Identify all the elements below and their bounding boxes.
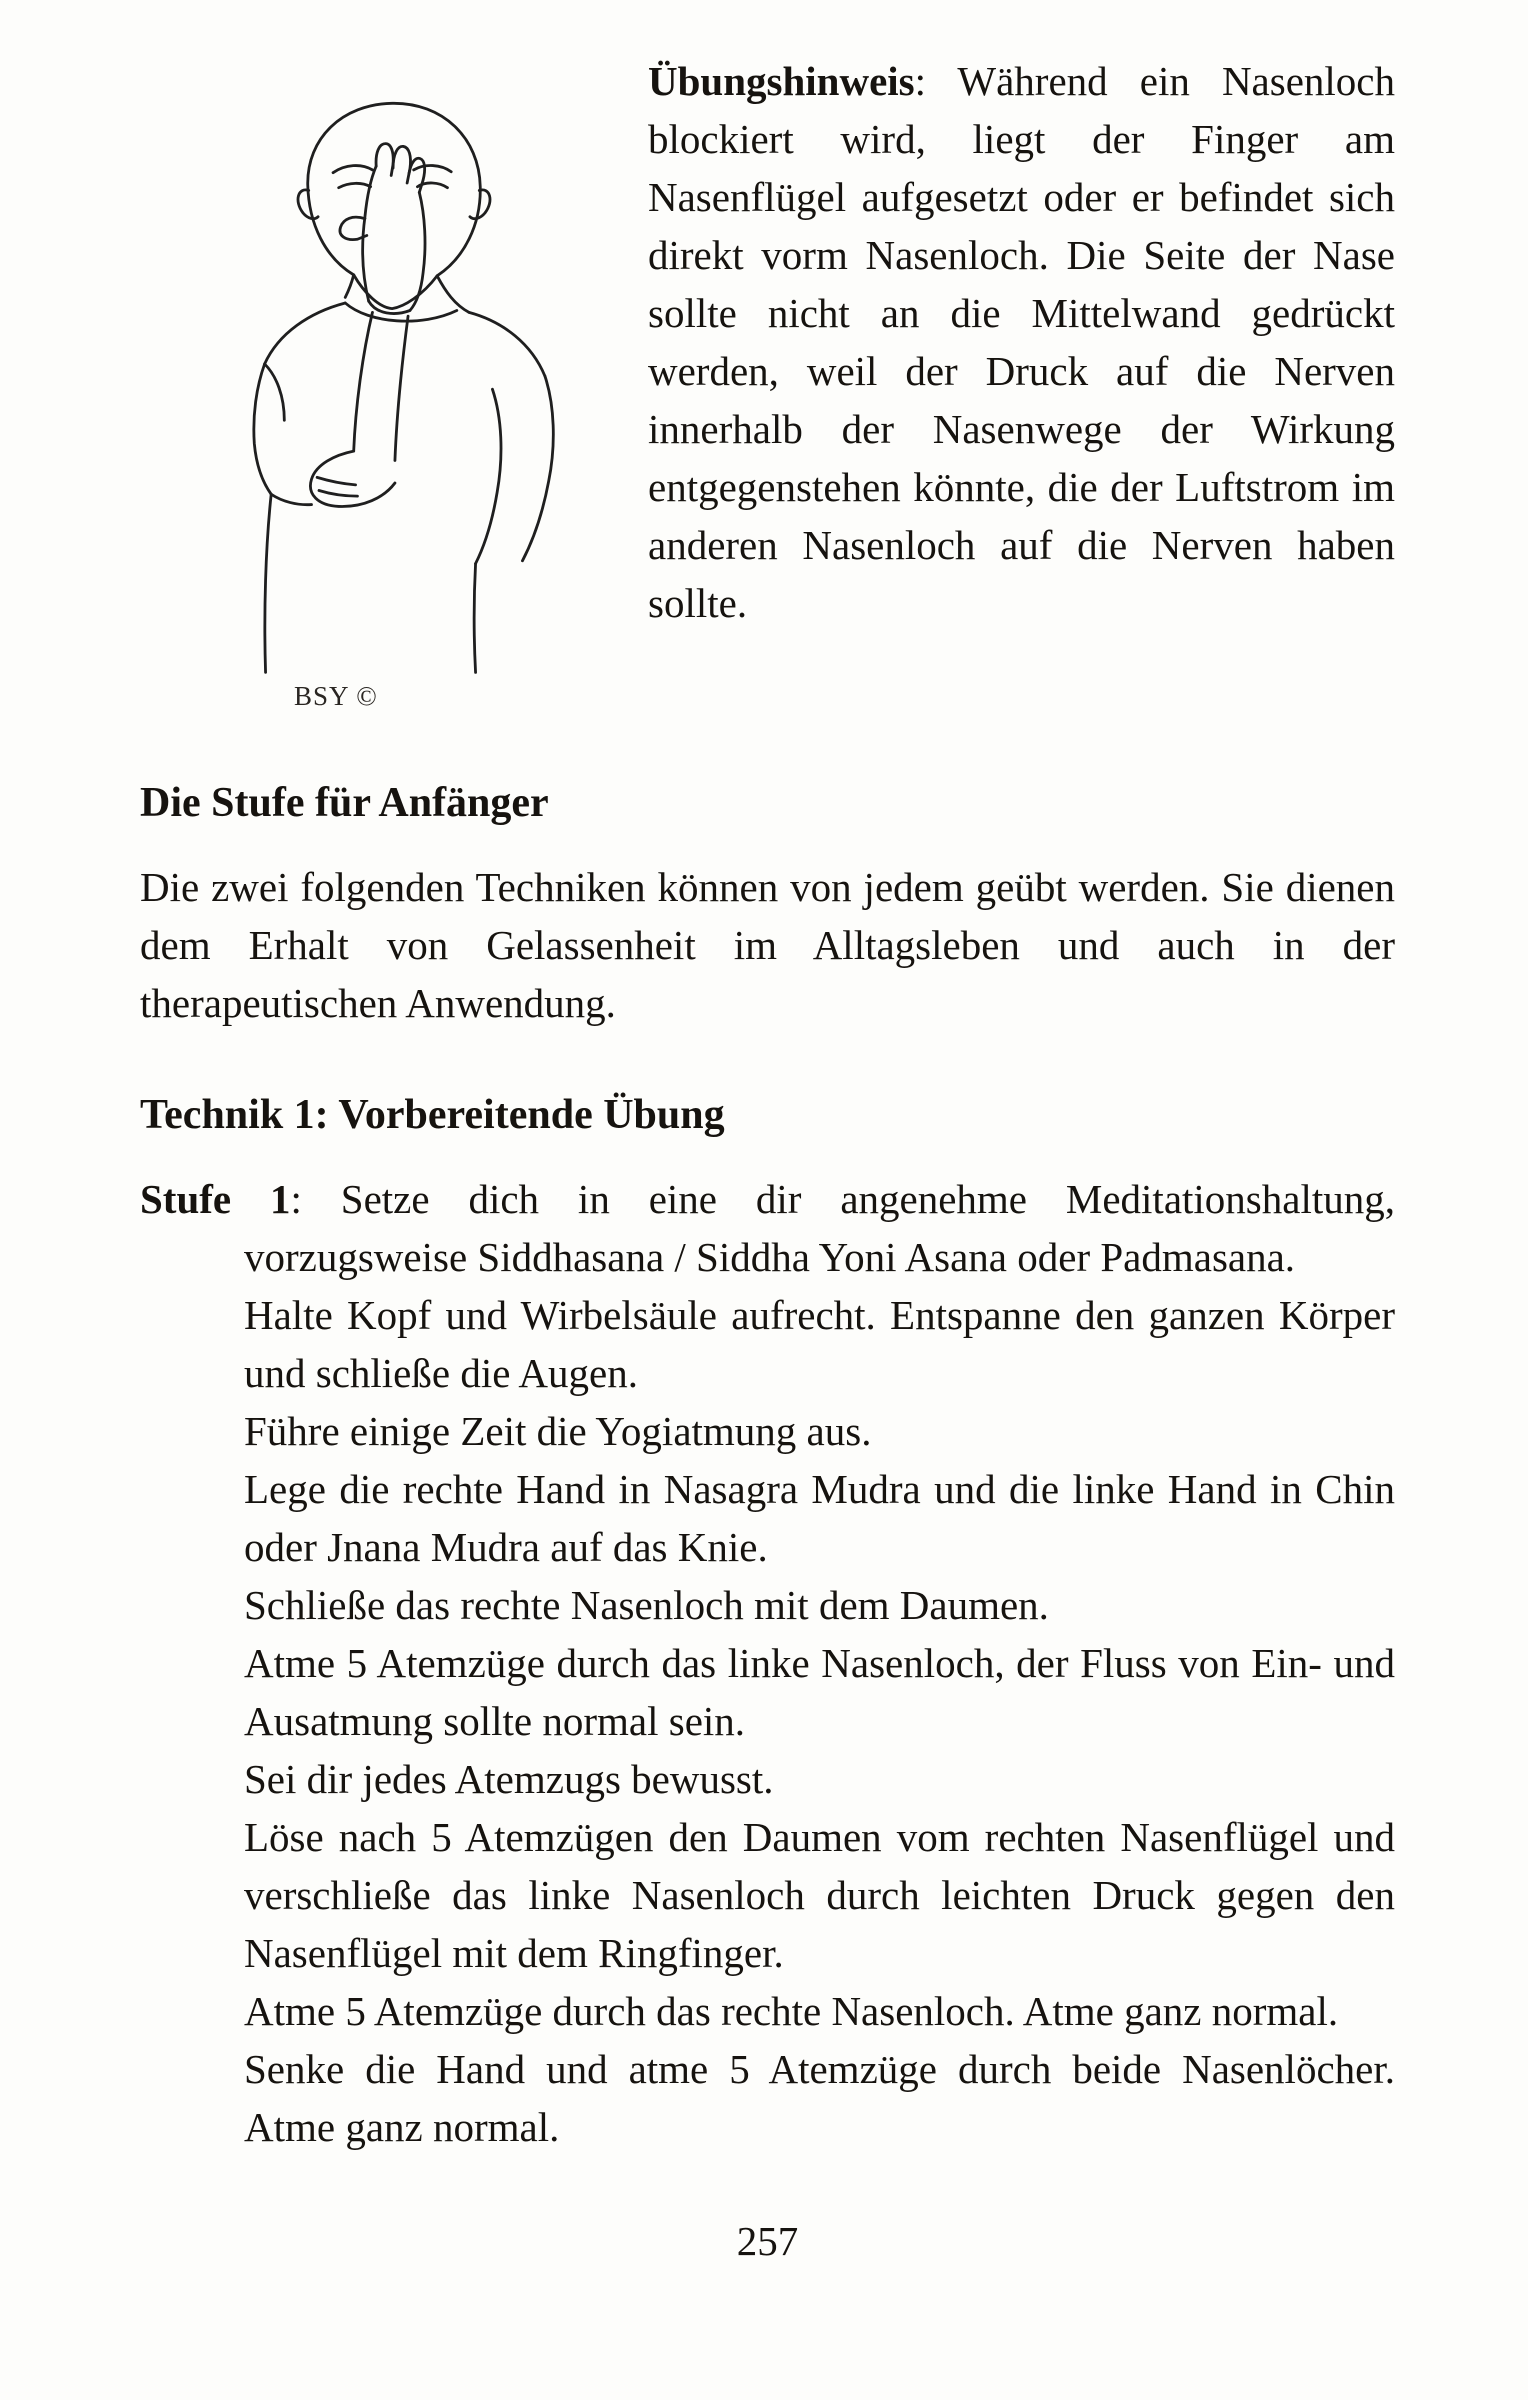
step-paragraph: Lege die rechte Hand in Nasagra Mudra und die linke Hand in Chin oder Jnana Mudra auf das Knie. (244, 1466, 1395, 1570)
section-heading-technique-1: Technik 1: Vorbereitende Übung (140, 1092, 725, 1138)
nasagra-mudra-illustration (198, 78, 590, 678)
figure-caption: BSY © (294, 681, 378, 711)
step-paragraph: Senke die Hand und atme 5 Atemzüge durch beide Nasenlöcher. Atme ganz normal. (244, 2046, 1395, 2150)
step-1-block (140, 1170, 1395, 2156)
step-paragraph: Atme 5 Atemzüge durch das rechte Nasenloch. Atme ganz normal. (244, 1988, 1339, 2034)
step-paragraph: Führe einige Zeit die Yogiatmung aus. (244, 1408, 872, 1454)
step-paragraph: Schließe das rechte Nasenloch mit dem Daumen. (244, 1582, 1049, 1628)
step-text: Setze dich in eine dir angenehme Meditationshaltung, vorzugsweise Siddhasana / Siddha Yoni Asana oder Padmasana. (244, 1176, 1395, 1280)
illustration-figure (198, 78, 590, 712)
step-paragraph: Atme 5 Atemzüge durch das linke Nasenloch, der Fluss von Ein- und Ausatmung sollte normal sein. (244, 1640, 1395, 1744)
exercise-note-separator: : (914, 58, 958, 104)
step-separator: : (290, 1176, 341, 1222)
exercise-note-label: Übungshinweis (648, 58, 915, 104)
exercise-note-text: Während ein Nasenloch blockiert wird, liegt der Finger am Nasenflügel aufgesetzt oder er befindet sich direkt vorm Nasenloch. Die Seite der Nase sollte nicht an die Mittelwand gedrückt werden, weil der Druck auf die Nerven innerhalb der Nasenwege der Wirkung entgegenstehen könnte, die der Luftstrom im anderen Nasenloch auf die Nerven haben sollte. (648, 58, 1395, 626)
top-section (140, 52, 1395, 712)
exercise-note (648, 52, 1395, 632)
beginner-section-body: Die zwei folgenden Techniken können von jedem geübt werden. Sie dienen dem Erhalt von Gelassenheit im Alltagsleben und auch in der therapeutischen Anwendung. (140, 864, 1395, 1026)
step-paragraph: Halte Kopf und Wirbelsäule aufrecht. Entspanne den ganzen Körper und schließe die Augen. (244, 1292, 1395, 1396)
page-number: 257 (736, 2218, 799, 2264)
section-heading-beginners: Die Stufe für Anfänger (140, 780, 549, 826)
step-paragraph (140, 1170, 1395, 1286)
step-label: Stufe 1 (140, 1176, 291, 1222)
step-paragraph: Löse nach 5 Atemzügen den Daumen vom rechten Nasenflügel und verschließe das linke Nasenloch durch leichten Druck gegen den Nasenflügel mit dem Ringfinger. (244, 1814, 1395, 1976)
step-paragraph: Sei dir jedes Atemzugs bewusst. (244, 1756, 774, 1802)
